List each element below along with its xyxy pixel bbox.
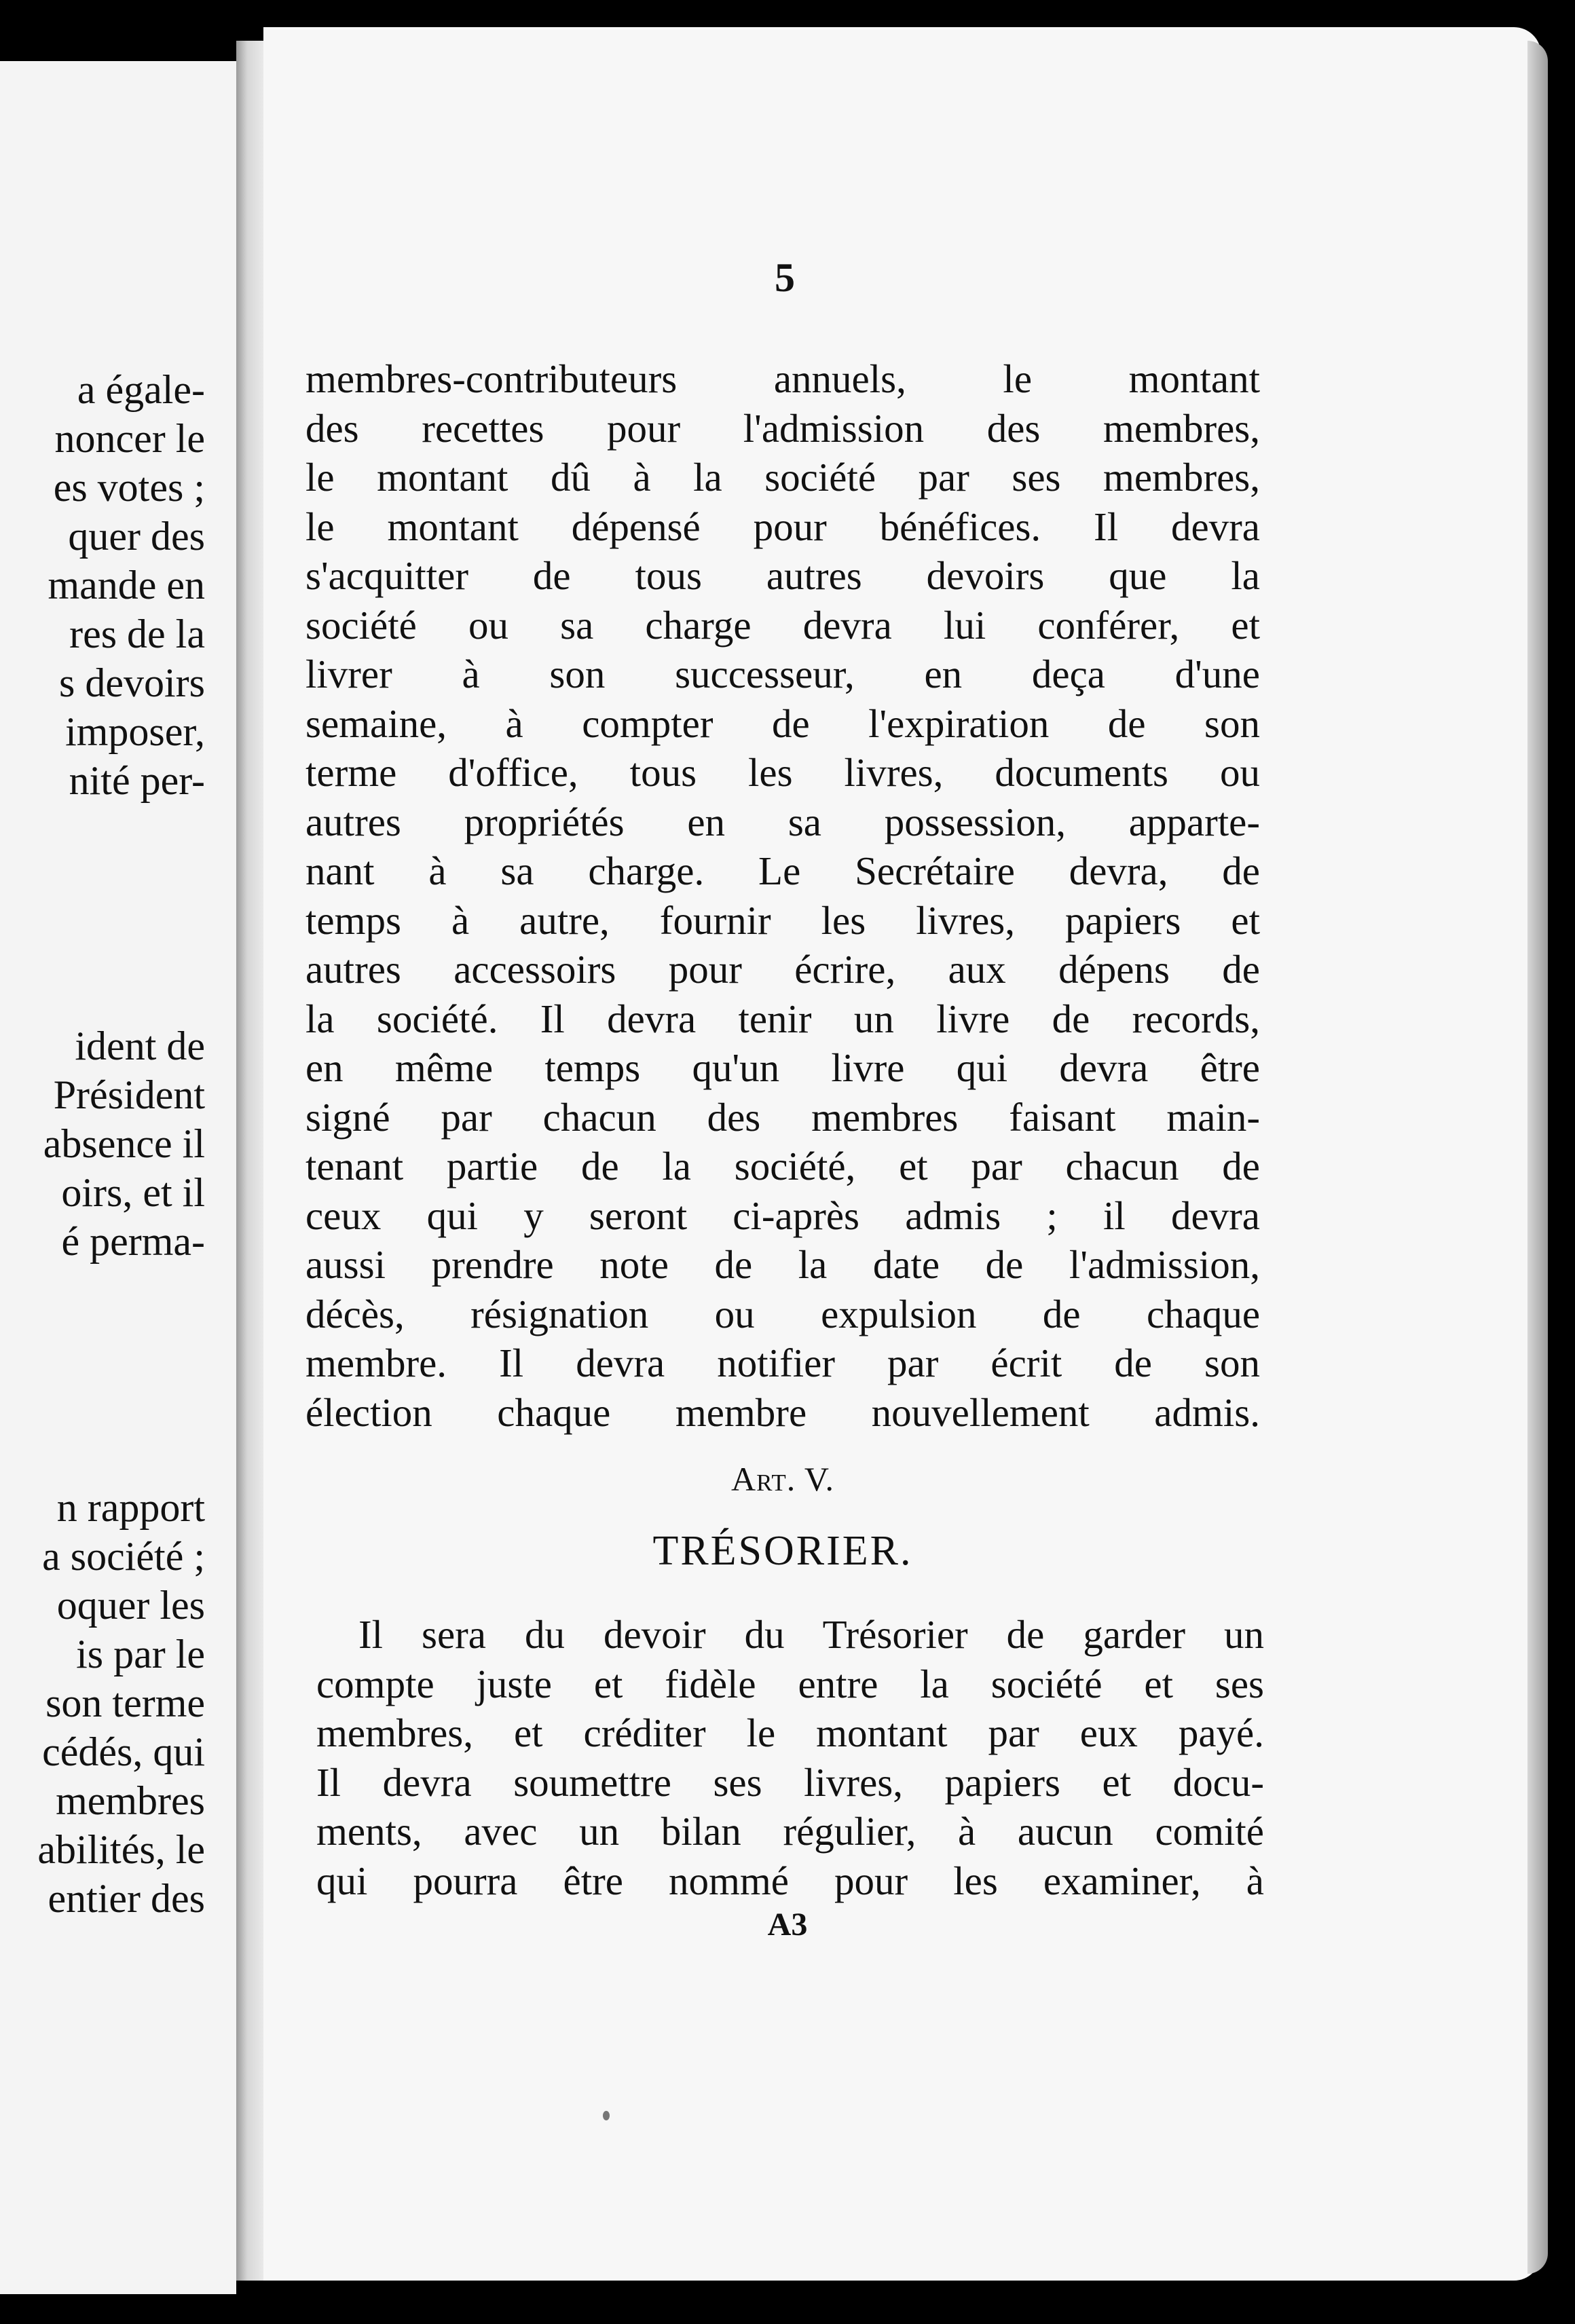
text-line: autres propriétés en sa possession, apparte- bbox=[305, 799, 1260, 844]
left-page-line: é perma- bbox=[61, 1219, 205, 1264]
left-page-line: cédés, qui bbox=[42, 1729, 205, 1774]
left-page-line: son terme bbox=[45, 1681, 205, 1725]
text-line: membres, et créditer le montant par eux payé. bbox=[316, 1710, 1264, 1755]
text-line: ceux qui y seront ci-après admis ; il devra bbox=[305, 1193, 1260, 1238]
text-line: société ou sa charge devra lui conférer, et bbox=[305, 602, 1260, 648]
text-line: tenant partie de la société, et par chacun de bbox=[305, 1144, 1260, 1188]
text-line: temps à autre, fournir les livres, papiers et bbox=[305, 897, 1260, 943]
previous-page-fragment bbox=[0, 61, 236, 2294]
left-page-line: Président bbox=[53, 1072, 205, 1117]
section-title: TRÉSORIER. bbox=[652, 1528, 913, 1574]
page-number: 5 bbox=[775, 255, 795, 300]
left-page-line: entier des bbox=[48, 1876, 205, 1921]
text-line: Il devra soumettre ses livres, papiers et docu- bbox=[316, 1759, 1264, 1805]
left-page-line: a société ; bbox=[42, 1534, 205, 1579]
text-line: aussi prendre note de la date de l'admission, bbox=[305, 1242, 1260, 1287]
paragraph-secretary-duties bbox=[305, 354, 1260, 1437]
left-page-line: es votes ; bbox=[53, 465, 205, 510]
text-line: qui pourra être nommé pour les examiner, à bbox=[316, 1858, 1264, 1903]
text-line: nant à sa charge. Le Secrétaire devra, de bbox=[305, 848, 1260, 893]
left-page-line: imposer, bbox=[65, 709, 205, 754]
text-line: semaine, à compter de l'expiration de son bbox=[305, 700, 1260, 746]
text-line: la société. Il devra tenir un livre de records, bbox=[305, 996, 1260, 1041]
left-page-line: n rapport bbox=[56, 1485, 205, 1530]
left-page-line: membres bbox=[56, 1778, 205, 1823]
text-line: terme d'office, tous les livres, documents ou bbox=[305, 750, 1260, 795]
book-gutter bbox=[236, 41, 263, 2281]
left-page-line: noncer le bbox=[54, 416, 205, 461]
left-page-line: is par le bbox=[76, 1632, 205, 1676]
text-line: ments, avec un bilan régulier, à aucun comité bbox=[316, 1809, 1264, 1854]
text-line: le montant dû à la société par ses membres, bbox=[305, 455, 1260, 500]
text-line: autres accessoirs pour écrire, aux dépens de bbox=[305, 947, 1260, 992]
text-line: Il sera du devoir du Trésorier de garder un bbox=[358, 1612, 1264, 1657]
left-page-line: mande en bbox=[48, 563, 205, 607]
text-line: des recettes pour l'admission des membres, bbox=[305, 405, 1260, 451]
page-edge bbox=[1527, 41, 1548, 2274]
left-page-line: s devoirs bbox=[59, 660, 205, 705]
article-label: Art. V. bbox=[731, 1460, 834, 1498]
text-line: s'acquitter de tous autres devoirs que la bbox=[305, 553, 1260, 598]
paragraph-treasurer-duties bbox=[316, 1610, 1264, 1905]
text-line: livrer à son successeur, en deça d'une bbox=[305, 652, 1260, 696]
left-page-line: oirs, et il bbox=[61, 1170, 205, 1215]
left-page-line: res de la bbox=[69, 612, 205, 656]
left-page-line: ident de bbox=[75, 1024, 205, 1068]
text-line: le montant dépensé pour bénéfices. Il devra bbox=[305, 504, 1260, 549]
left-page-line: nité per- bbox=[69, 758, 205, 803]
text-line: élection chaque membre nouvellement admis. bbox=[305, 1389, 1260, 1435]
text-line: signé par chacun des membres faisant main- bbox=[305, 1094, 1260, 1140]
left-page-line: a égale- bbox=[77, 367, 205, 412]
left-page-line: absence il bbox=[43, 1121, 205, 1166]
text-line: membres-contributeurs annuels, le montant bbox=[305, 356, 1260, 401]
text-line: décès, résignation ou expulsion de chaque bbox=[305, 1291, 1260, 1336]
signature-mark: A3 bbox=[767, 1907, 808, 1943]
text-line: en même temps qu'un livre qui devra être bbox=[305, 1045, 1260, 1090]
text-line: compte juste et fidèle entre la société et ses bbox=[316, 1661, 1264, 1706]
left-page-line: abilités, le bbox=[37, 1827, 205, 1872]
paper-speck bbox=[603, 2111, 610, 2120]
text-line: membre. Il devra notifier par écrit de son bbox=[305, 1341, 1260, 1385]
left-page-line: quer des bbox=[68, 514, 205, 559]
left-page-line: oquer les bbox=[56, 1583, 205, 1628]
